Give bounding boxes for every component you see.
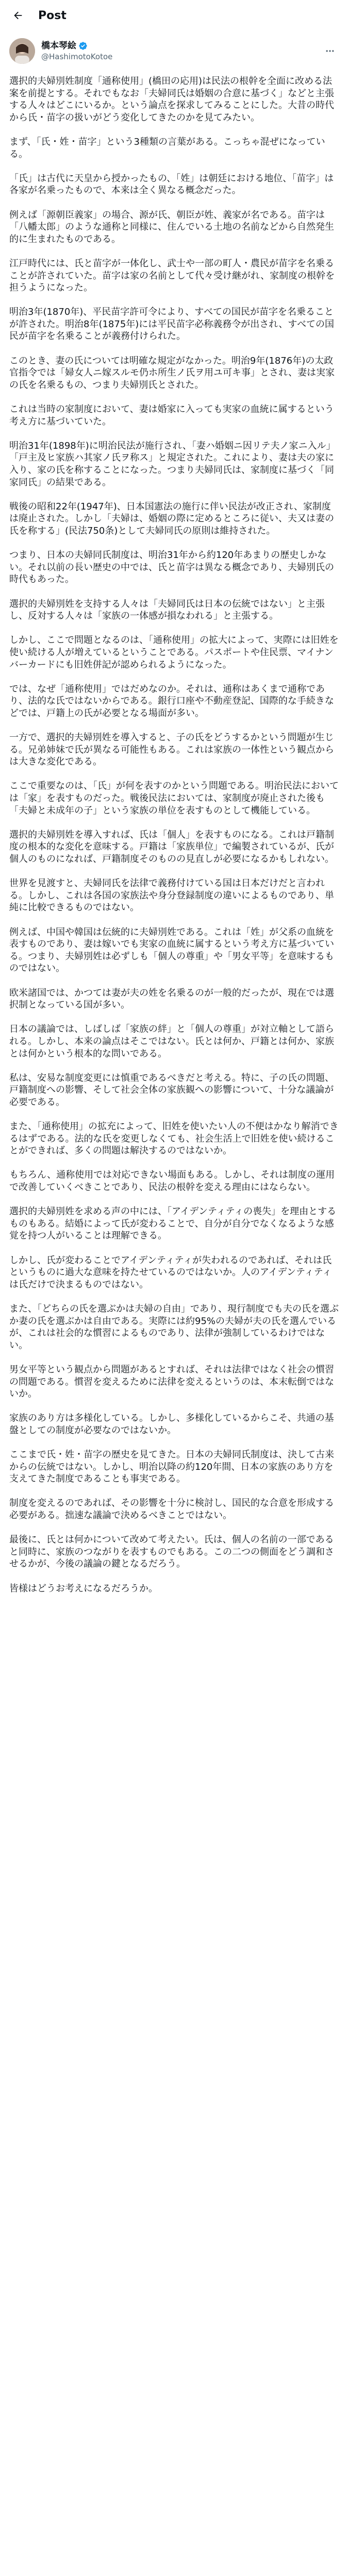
more-button[interactable] [321,42,339,60]
post-paragraph: 明治3年(1870年)、平民苗字許可令により、すべての国民が苗字を名乗ることが許された。明治8年(1875年)には平民苗字必称義務令が出され、すべての国民が苗字を名乗ることが義務付けられた。 [9,307,335,342]
top-bar [0,0,348,31]
post-paragraph: まず、「氏・姓・苗字」という3種類の言葉がある。こっちゃ混ぜになっている。 [9,136,325,160]
post-paragraph: 選択的夫婦別姓を導入すれば、氏は「個人」を表すものになる。これは戸籍制度の根本的な変化を意味する。戸籍は「家族単位」で編製されているが、氏が個人のものになれば、戸籍制度そのものの見直しが必要になるかもしれない。 [9,829,334,865]
post-paragraph: 欧米諸国では、かつては妻が夫の姓を名乗るのが一般的だったが、現在では選択制となっている国が多い。 [9,987,334,1011]
post-paragraph: 選択的夫婦別姓を求める声の中には、「アイデンティティの喪失」を理由とするものもある。結婚によって氏が変わることで、自分が自分でなくなるような感覚を持つ人がいることは理解できる。 [9,1206,337,1242]
post-paragraph: また、「通称使用」の拡充によって、旧姓を使いたい人の不便はかなり解消できるはずである。法的な氏を変更しなくても、社会生活上で旧姓を使い続けることができれば、多くの問題は解決するのではないか。 [9,1121,339,1157]
post-paragraph: では、なぜ「通称使用」ではだめなのか。それは、通称はあくまで通称であり、法的な氏ではないからである。銀行口座や不動産登記、国際的な手続きなどでは、戸籍上の氏が必要となる場面が多い。 [9,683,334,719]
arrow-left-icon [12,10,24,21]
post-paragraph: 男女平等という観点から問題があるとすれば、それは法律ではなく社会の慣習の問題である。慣習を変えるために法律を変えるというのは、本末転倒ではないか。 [9,1364,334,1400]
post-paragraph: 「氏」は古代に天皇から授かったもの、「姓」は朝廷における地位、「苗字」は各家が名乗ったもので、本来は全く異なる概念だった。 [9,173,334,196]
post-paragraph: 制度を変えるのであれば、その影響を十分に検討し、国民的な合意を形成する必要がある。拙速な議論で決めるべきことではない。 [9,1498,334,1521]
post-paragraph: ここまで氏・姓・苗字の歴史を見てきた。日本の夫婦同氏制度は、決して古来からの伝統ではない。しかし、明治以降の約120年間、日本の家族のあり方を支えてきた制度であることも事実である。 [9,1449,334,1485]
post-paragraph: ここで重要なのは、「氏」が何を表すのかという問題である。明治民法においては「家」を表すものだった。戦後民法においては、家制度が廃止された後も「夫婦と未成年の子」という家族の単位を表すものとして機能している。 [9,781,339,816]
post-paragraph: 最後に、氏とは何かについて改めて考えたい。氏は、個人の名前の一部であると同時に、家族のつながりを表すものでもある。この二つの側面をどう調和させるかが、今後の議論の鍵となるだろう。 [9,1534,334,1570]
more-icon [325,46,335,56]
author-name[interactable]: 橋本琴絵 [41,41,76,51]
post-paragraph: 選択的夫婦別姓を支持する人々は「夫婦同氏は日本の伝統ではない」と主張し、反対する人々は「家族の一体感が損なわれる」と主張する。 [9,598,325,622]
page-title: Post [38,9,67,22]
post-paragraph: 家族のあり方は多様化している。しかし、多様化しているからこそ、共通の基盤としての制度が必要なのではないか。 [9,1413,334,1436]
post-paragraph: また、「どちらの氏を選ぶかは夫婦の自由」であり、現行制度でも夫の氏を選ぶか妻の氏を選ぶかは自由である。実際には約95%の夫婦が夫の氏を選んでいるが、これは社会的な慣習によるものであり、法律が強制しているわけではない。 [9,1303,339,1351]
post-paragraph: 世界を見渡すと、夫婦同氏を法律で義務付けている国は日本だけだと言われる。しかし、これは各国の家族法や身分登録制度の違いによるものであり、単純に比較できるものではない。 [9,878,334,913]
post-paragraph: 日本の議論では、しばしば「家族の絆」と「個人の尊重」が対立軸として語られる。しかし、本来の論点はそこではない。氏とは何か、戸籍とは何か、家族とは何かという根本的な問いである。 [9,1024,334,1059]
post-author [9,36,339,66]
author-names [41,40,112,62]
post-body [9,75,339,2576]
post-paragraph: 私は、安易な制度変更には慎重であるべきだと考える。特に、子の氏の問題、戸籍制度への影響、そして社会全体の家族観への影響について、十分な議論が必要である。 [9,1072,334,1108]
author-handle[interactable]: @HashimotoKotoe [41,52,113,61]
post-paragraph: 明治31年(1898年)に明治民法が施行され、「妻ハ婚姻ニ因リテ夫ノ家ニ入ル」「戸主及ヒ家族ハ其家ノ氏ヲ称ス」と規定された。これにより、妻は夫の家に入り、家の氏を称することになった。つまり夫婦同氏は、家制度に基づく「同家同氏」の結果である。 [9,440,336,488]
post-paragraph: しかし、氏が変わることでアイデンティティが失われるのであれば、それは氏というものに過大な意味を持たせているのではないか。人のアイデンティティは氏だけで決まるものではない。 [9,1255,332,1290]
post-paragraph: これは当時の家制度において、妻は婚家に入っても実家の血統に属するという考え方に基づいていた。 [9,404,334,427]
verified-badge-icon [78,41,88,50]
post-paragraph: 戦後の昭和22年(1947年)、日本国憲法の施行に伴い民法が改正され、家制度は廃止された。しかし「夫婦は、婚姻の際に定めるところに従い、夫又は妻の氏を称する」(民法750条)として夫婦同氏の原則は維持された。 [9,501,334,536]
post-paragraph: 一方で、選択的夫婦別姓を導入すると、子の氏をどうするかという問題が生じる。兄弟姉妹で氏が異なる可能性もある。これは家族の一体性という観点からは大きな変化である。 [9,732,334,768]
post-paragraph: つまり、日本の夫婦同氏制度は、明治31年から約120年あまりの歴史しかない。それ以前の長い歴史の中では、氏と苗字は異なる概念であり、夫婦別氏の時代もあった。 [9,550,334,585]
post-paragraph: 江戸時代には、氏と苗字が一体化し、武士や一部の町人・農民が苗字を名乗ることが許されていた。苗字は家の名前として代々受け継がれ、家制度の根幹を担うようになった。 [9,258,335,294]
post-paragraph: 例えば「源朝臣義家」の場合、源が氏、朝臣が姓、義家が名である。苗字は「八幡太郎」のような通称と同様に、住んでいる土地の名前などから自然発生的に生まれたものである。 [9,209,334,245]
post-paragraph: 選択的夫婦別姓制度「通称使用」(橋田の応用)は民法の根幹を全面に改める法案を前提とする。それでもなお「夫婦同氏は婚姻の合意に基づく」などと主張する人々はどこにいるか。という論点を探求してみることにした。大昔の時代から氏・苗字の扱いがどう変化してきたのかを見てみたい。 [9,76,334,123]
post-paragraph: もちろん、通称使用では対応できない場面もある。しかし、それは制度の運用で改善していくべきことであり、民法の根幹を変える理由にはならない。 [9,1170,335,1193]
post-paragraph: 皆様はどうお考えになるだろうか。 [9,1583,158,1594]
post-paragraph: このとき、妻の氏については明確な規定がなかった。明治9年(1876年)の太政官指令では「婦女人ニ嫁スルモ仍ホ所生ノ氏ヲ用ユ可キ事」とされ、妻は実家の氏を名乗るもの、つまり夫婦別氏とされた。 [9,355,335,391]
avatar[interactable] [9,38,35,64]
post-paragraph: 例えば、中国や韓国は伝統的に夫婦別姓である。これは「姓」が父系の血統を表すものであり、妻は嫁いでも実家の血統に属するという考え方に基づいている。つまり、夫婦別姓は必ずしも「個人の尊重」や「男女平等」を意味するものではない。 [9,926,334,974]
post-paragraph: しかし、ここで問題となるのは、「通称使用」の拡大によって、実際には旧姓を使い続ける人が増えているということである。パスポートや住民票、マイナンバーカードにも旧姓併記が認められるようになった。 [9,635,339,670]
back-button[interactable] [9,7,27,24]
